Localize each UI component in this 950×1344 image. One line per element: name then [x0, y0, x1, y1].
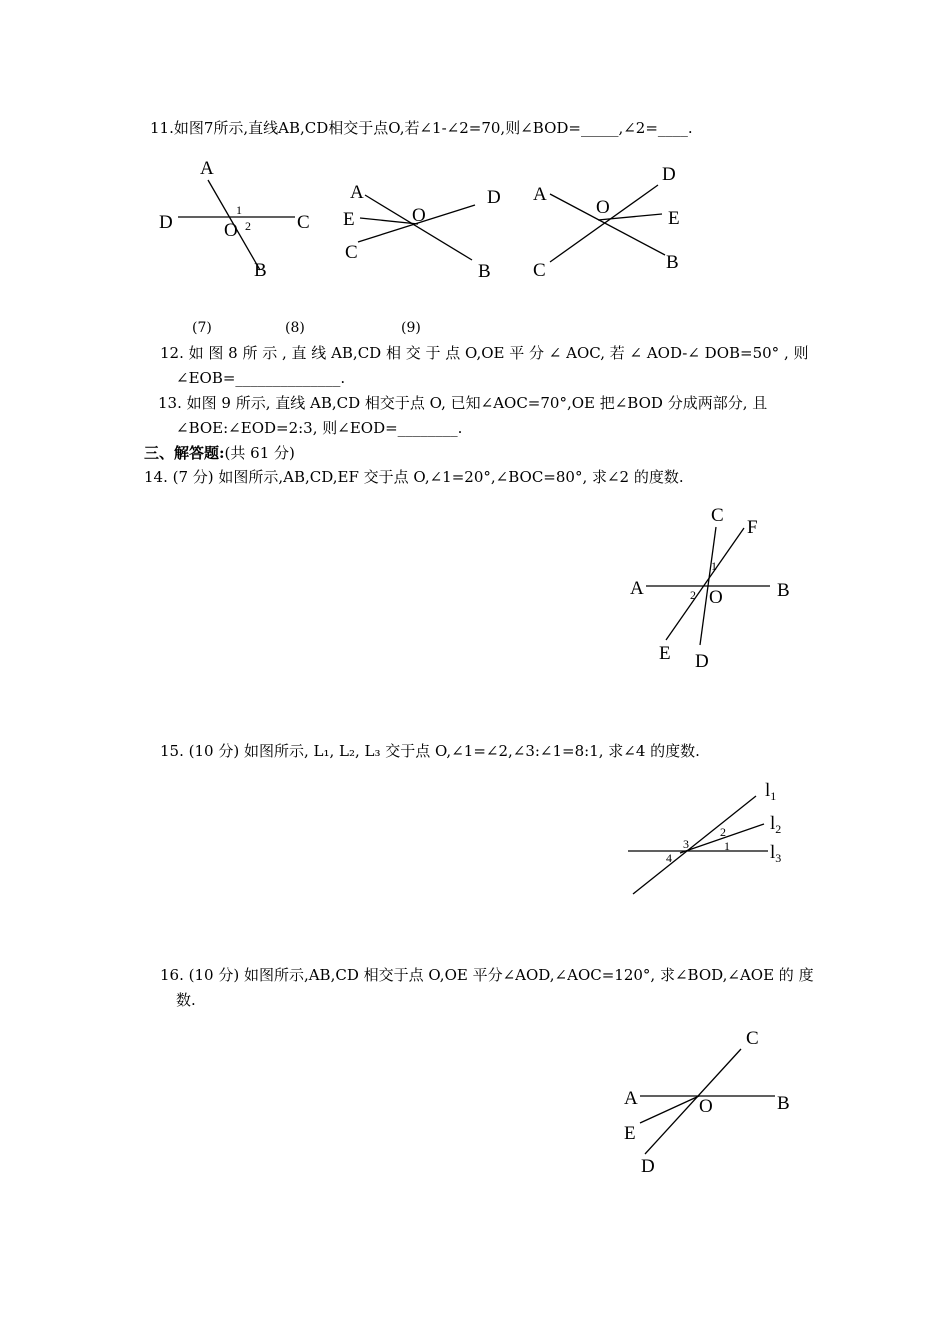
angle-4: 4	[666, 851, 672, 865]
label-f: F	[747, 517, 758, 538]
q14-text: 14. (7 分) 如图所示,AB,CD,EF 交于点 O,∠1=20°,∠BOC=80°, 求∠2 的度数.	[144, 468, 684, 486]
label-o: O	[596, 197, 610, 218]
label-o: O	[709, 587, 723, 608]
line-l1	[633, 796, 756, 894]
figure-9	[520, 150, 700, 285]
section-3-title: 三、解答题:	[144, 444, 225, 462]
section-3-header	[144, 443, 295, 463]
angle-1: 1	[711, 559, 717, 573]
label-c: C	[711, 505, 724, 526]
figure-7	[150, 150, 320, 285]
figure-q14	[620, 500, 800, 675]
label-e: E	[668, 208, 680, 229]
label-d: D	[641, 1156, 655, 1177]
angle-2: 2	[720, 825, 726, 839]
label-c: C	[533, 260, 546, 281]
q11-text: 11.如图7所示,直线AB,CD相交于点O,若∠1-∠2=70,则∠BOD=_____,∠2=____.	[150, 119, 693, 137]
figure-q16	[615, 1020, 805, 1180]
label-c: C	[297, 212, 310, 233]
label-d: D	[487, 187, 501, 208]
line-oe	[640, 1096, 699, 1123]
label-b: B	[777, 1093, 790, 1114]
caption-8: (8)	[285, 320, 305, 336]
label-e: E	[659, 643, 671, 664]
caption-7: (7)	[192, 320, 212, 336]
label-e: E	[624, 1123, 636, 1144]
label-o: O	[224, 220, 238, 241]
label-o: O	[699, 1096, 713, 1117]
q13-line1: 13. 如图 9 所示, 直线 AB,CD 相交于点 O, 已知∠AOC=70°,OE 把∠BOD 分成两部分, 且	[158, 394, 768, 412]
q12-line2: ∠EOB=______________.	[176, 369, 346, 387]
label-e: E	[343, 209, 355, 230]
label-d: D	[159, 212, 173, 233]
label-o: O	[412, 205, 426, 226]
angle-3: 3	[683, 837, 689, 851]
q16-line2: 数.	[176, 991, 196, 1009]
label-a: A	[350, 182, 364, 203]
label-b: B	[254, 260, 267, 281]
label-c: C	[746, 1028, 759, 1049]
line-cd	[645, 1049, 741, 1154]
figure-q15	[620, 772, 810, 902]
q13-line2: ∠BOE:∠EOD=2:3, 则∠EOD=________.	[176, 419, 463, 437]
label-a: A	[630, 578, 644, 599]
label-c: C	[345, 242, 358, 263]
label-a: A	[533, 184, 547, 205]
label-b: B	[777, 580, 790, 601]
section-3-score: (共 61 分)	[224, 444, 295, 462]
label-l3: $l_3$	[770, 842, 782, 865]
label-a: A	[200, 158, 214, 179]
angle-1: 1	[724, 839, 730, 853]
label-b: B	[666, 252, 679, 273]
label-d: D	[695, 651, 709, 672]
angle-2: 2	[690, 588, 696, 602]
q16-line1: 16. (10 分) 如图所示,AB,CD 相交于点 O,OE 平分∠AOD,∠AOC=120°, 求∠BOD,∠AOE 的 度	[160, 966, 814, 984]
line-oe	[360, 218, 418, 224]
label-b: B	[478, 261, 491, 282]
label-d: D	[662, 164, 676, 185]
caption-9: (9)	[401, 320, 421, 336]
q12-line1: 12. 如 图 8 所 示 , 直 线 AB,CD 相 交 于 点 O,OE 平 分 ∠ AOC, 若 ∠ AOD-∠ DOB=50° , 则	[160, 344, 809, 362]
angle-1: 1	[236, 203, 242, 217]
figure-8	[330, 150, 510, 285]
label-a: A	[624, 1088, 638, 1109]
label-l2: $l_2$	[770, 813, 782, 836]
line-ef	[666, 528, 744, 640]
q15-text: 15. (10 分) 如图所示, L₁, L₂, L₃ 交于点 O,∠1=∠2,∠3:∠1=8:1, 求∠4 的度数.	[160, 742, 700, 760]
label-l1: $l_1$	[765, 780, 777, 803]
angle-2: 2	[245, 219, 251, 233]
